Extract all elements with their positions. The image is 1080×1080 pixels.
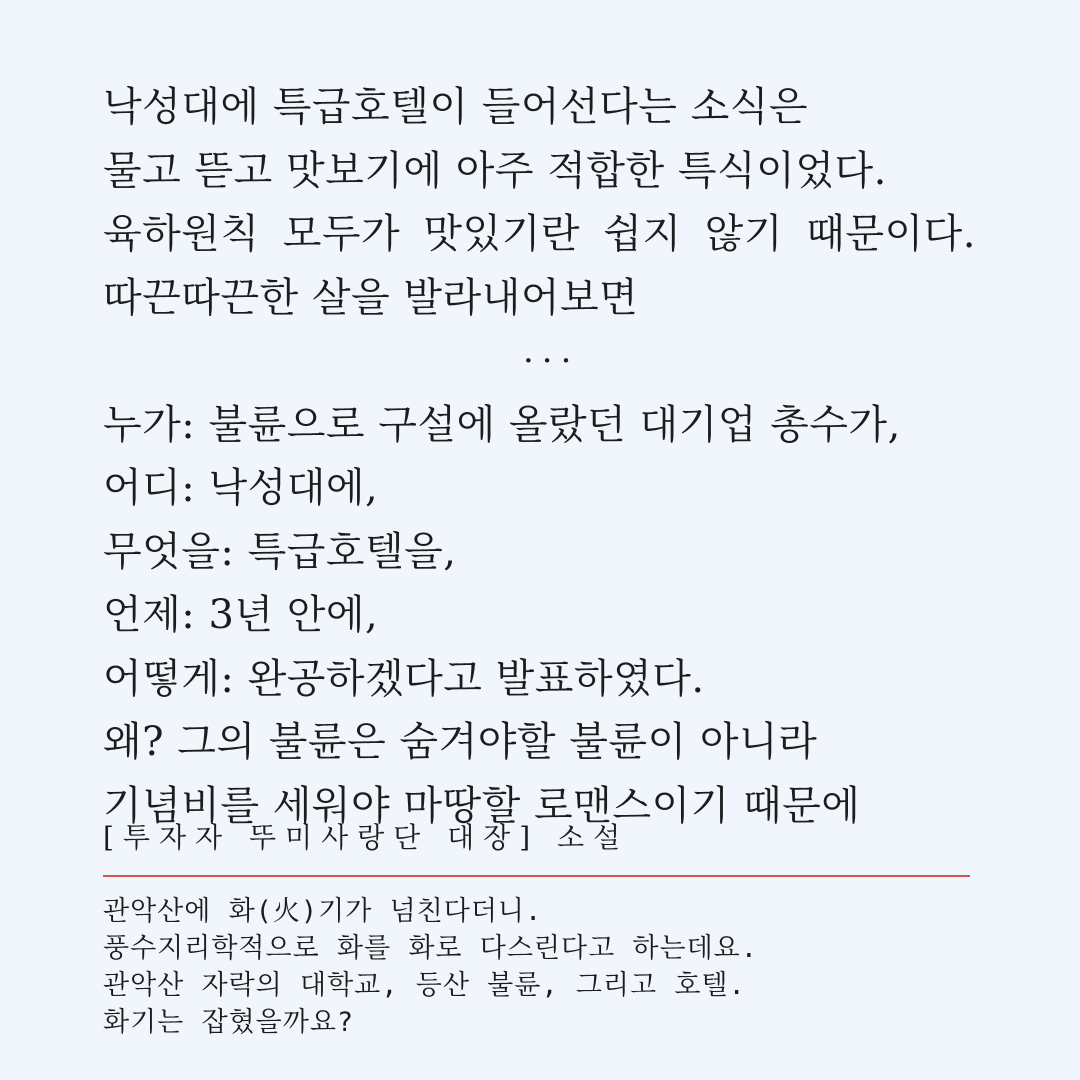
poem-line: 어떻게: 완공하겠다고 발표하였다. bbox=[103, 655, 705, 702]
poem-line: 기념비를 세워야 마땅할 로맨스이기 때문에 bbox=[103, 782, 861, 829]
poem-line: 낙성대에 특급호텔이 들어선다는 소식은 bbox=[103, 84, 809, 130]
poem-line: 언제: 3년 안에, bbox=[103, 592, 379, 638]
caption-text bbox=[103, 893, 758, 1041]
poem-line: 누가: 불륜으로 구설에 올랐던 대기업 총수가, bbox=[103, 401, 901, 448]
poem-ellipsis: ··· bbox=[523, 341, 580, 381]
poem-body bbox=[103, 76, 1043, 838]
caption-line: 풍수지리학적으로 화를 화로 다스린다고 하는데요. bbox=[103, 933, 758, 964]
poem-line: 왜? 그의 불륜은 숨겨야할 불륜이 아니라 bbox=[103, 719, 818, 765]
caption-line: 관악산에 화(火)기가 넘친다더니. bbox=[103, 896, 543, 927]
poem-line: 무엇을: 특급호텔을, bbox=[103, 528, 457, 575]
poem-line: 따끈따끈한 살을 발라내어보면 bbox=[103, 274, 639, 321]
caption-line: 관악산 자락의 대학교, 등산 불륜, 그리고 호텔. bbox=[103, 970, 746, 1001]
poem-line: 육하원칙 모두가 맛있기란 쉽지 않기 때문이다. bbox=[103, 211, 976, 257]
poem-line: 어디: 낙성대에, bbox=[103, 465, 379, 511]
series-label: [투자자 뚜미사랑단 대장] 소설 bbox=[103, 821, 630, 854]
caption-line: 화기는 잡혔을까요? bbox=[103, 1007, 355, 1038]
divider-line bbox=[103, 875, 970, 877]
poem-line: 물고 뜯고 맛보기에 아주 적합한 특식이었다. bbox=[103, 147, 887, 194]
